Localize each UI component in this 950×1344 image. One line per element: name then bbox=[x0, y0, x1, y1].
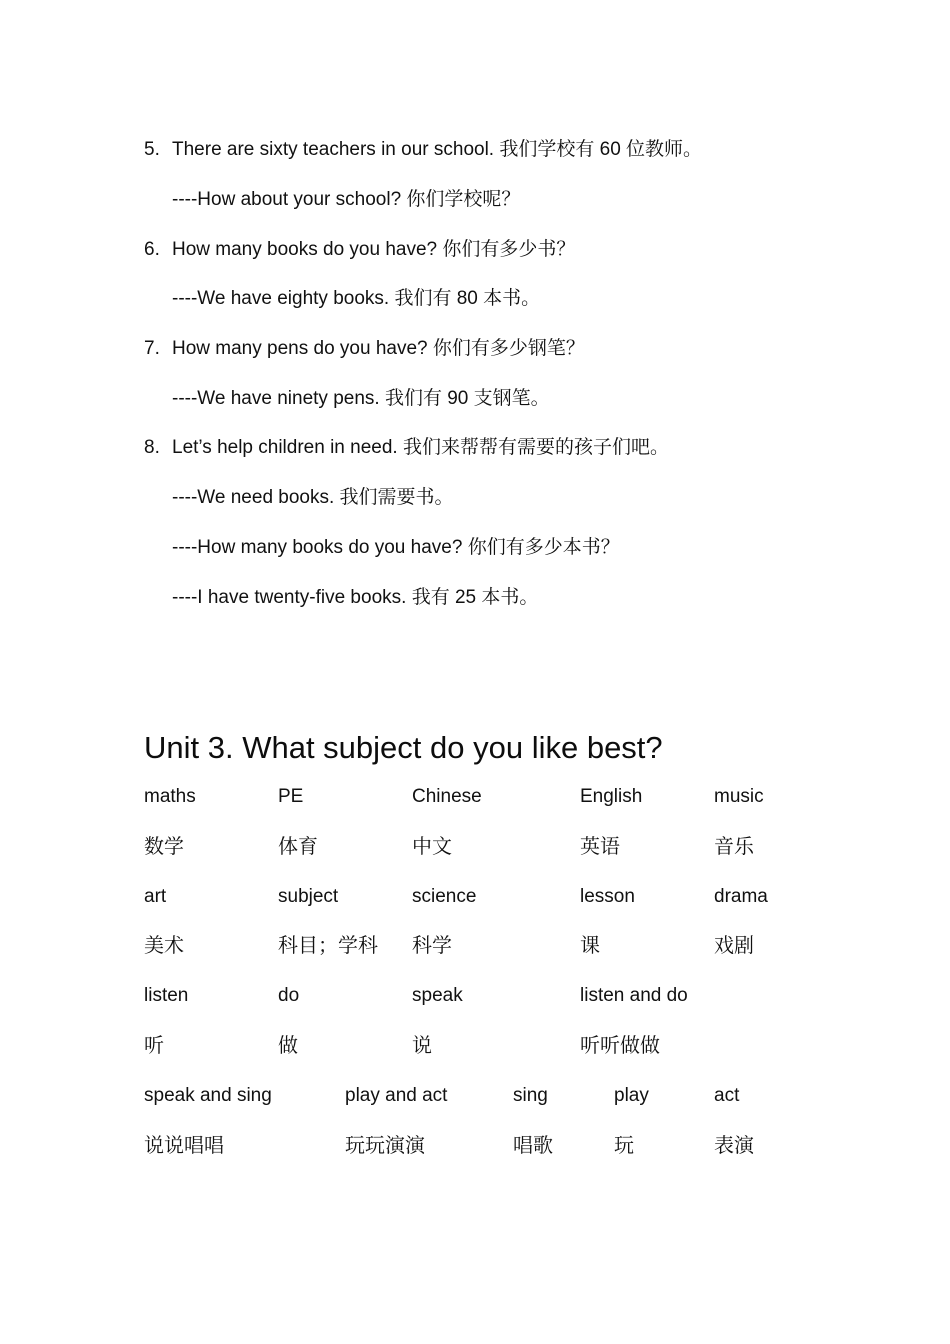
vocab-word: lesson bbox=[580, 886, 635, 907]
vocab-word: speak and sing bbox=[144, 1085, 272, 1106]
vocab-translation: 体育 bbox=[278, 836, 318, 858]
vocab-translation: 中文 bbox=[412, 836, 452, 858]
vocab-translation: 英语 bbox=[580, 836, 620, 858]
vocab-row-english-2 bbox=[0, 883, 950, 911]
vocab-translation: 说 bbox=[412, 1035, 432, 1057]
sentence-text: There are sixty teachers in our school. 我们学校有 60 位教师。 bbox=[172, 139, 703, 160]
vocab-word: drama bbox=[714, 886, 768, 907]
sentence-8 bbox=[144, 434, 669, 462]
vocab-row-english-3 bbox=[0, 982, 950, 1010]
sentence-number: 6. bbox=[144, 239, 160, 260]
vocab-translation: 数学 bbox=[144, 836, 184, 858]
sentence-8-reply-1: ----We need books. 我们需要书。 bbox=[172, 487, 454, 508]
vocab-translation: 说说唱唱 bbox=[144, 1135, 224, 1157]
vocab-word: Chinese bbox=[412, 786, 482, 807]
vocab-translation: 玩玩演演 bbox=[345, 1135, 425, 1157]
vocab-translation: 科目；学科 bbox=[278, 935, 378, 957]
vocab-translation: 唱歌 bbox=[513, 1135, 553, 1157]
sentence-7-reply-1: ----We have ninety pens. 我们有 90 支钢笔。 bbox=[172, 388, 550, 409]
vocab-row-chinese-4 bbox=[0, 1132, 950, 1160]
vocab-word: subject bbox=[278, 886, 339, 907]
sentence-7 bbox=[144, 335, 585, 363]
vocab-row-chinese-1 bbox=[0, 833, 950, 861]
sentence-5 bbox=[144, 136, 702, 164]
sentence-text: Let’s help children in need. 我们来帮帮有需要的孩子们吧。 bbox=[172, 437, 669, 458]
vocab-word: sing bbox=[513, 1085, 548, 1106]
vocab-translation: 听 bbox=[144, 1035, 164, 1057]
vocab-translation: 音乐 bbox=[714, 836, 754, 858]
unit-title: Unit 3. What subject do you like best? bbox=[144, 730, 663, 765]
vocab-translation: 戏剧 bbox=[714, 935, 754, 957]
vocab-translation: 课 bbox=[580, 935, 600, 957]
sentence-5-reply-1: ----How about your school? 你们学校呢？ bbox=[172, 189, 521, 210]
sentence-6-reply-1: ----We have eighty books. 我们有 80 本书。 bbox=[172, 288, 541, 309]
sentence-8-reply-2: ----How many books do you have? 你们有多少本书？ bbox=[172, 537, 620, 558]
vocab-translation: 听听做做 bbox=[580, 1035, 660, 1057]
vocab-row-chinese-2 bbox=[0, 932, 950, 960]
sentence-number: 7. bbox=[144, 338, 160, 359]
vocab-translation: 美术 bbox=[144, 935, 184, 957]
vocab-word: play and act bbox=[345, 1085, 448, 1106]
sentence-text: How many pens do you have? 你们有多少钢笔？ bbox=[172, 338, 585, 359]
sentence-8-reply-3: ----I have twenty-five books. 我有 25 本书。 bbox=[172, 587, 539, 608]
vocab-word: listen bbox=[144, 985, 189, 1006]
vocab-word: art bbox=[144, 886, 167, 907]
vocab-word: act bbox=[714, 1085, 740, 1106]
vocab-word: listen and do bbox=[580, 985, 688, 1006]
vocab-word: music bbox=[714, 786, 764, 807]
sentence-number: 8. bbox=[144, 437, 160, 458]
vocab-word: maths bbox=[144, 786, 196, 807]
vocab-translation: 科学 bbox=[412, 935, 452, 957]
vocab-row-chinese-3 bbox=[0, 1032, 950, 1060]
vocab-translation: 表演 bbox=[714, 1135, 754, 1157]
vocab-translation: 做 bbox=[278, 1035, 298, 1057]
vocab-word: English bbox=[580, 786, 643, 807]
vocab-word: speak bbox=[412, 985, 463, 1006]
vocab-word: PE bbox=[278, 786, 304, 807]
vocab-word: science bbox=[412, 886, 477, 907]
sentence-text: How many books do you have? 你们有多少书？ bbox=[172, 239, 576, 260]
sentence-6 bbox=[144, 236, 575, 264]
vocab-row-english-1 bbox=[0, 783, 950, 811]
vocab-word: play bbox=[614, 1085, 649, 1106]
vocab-word: do bbox=[278, 985, 300, 1006]
vocab-translation: 玩 bbox=[614, 1135, 634, 1157]
sentence-number: 5. bbox=[144, 139, 160, 160]
vocab-row-english-4 bbox=[0, 1082, 950, 1110]
